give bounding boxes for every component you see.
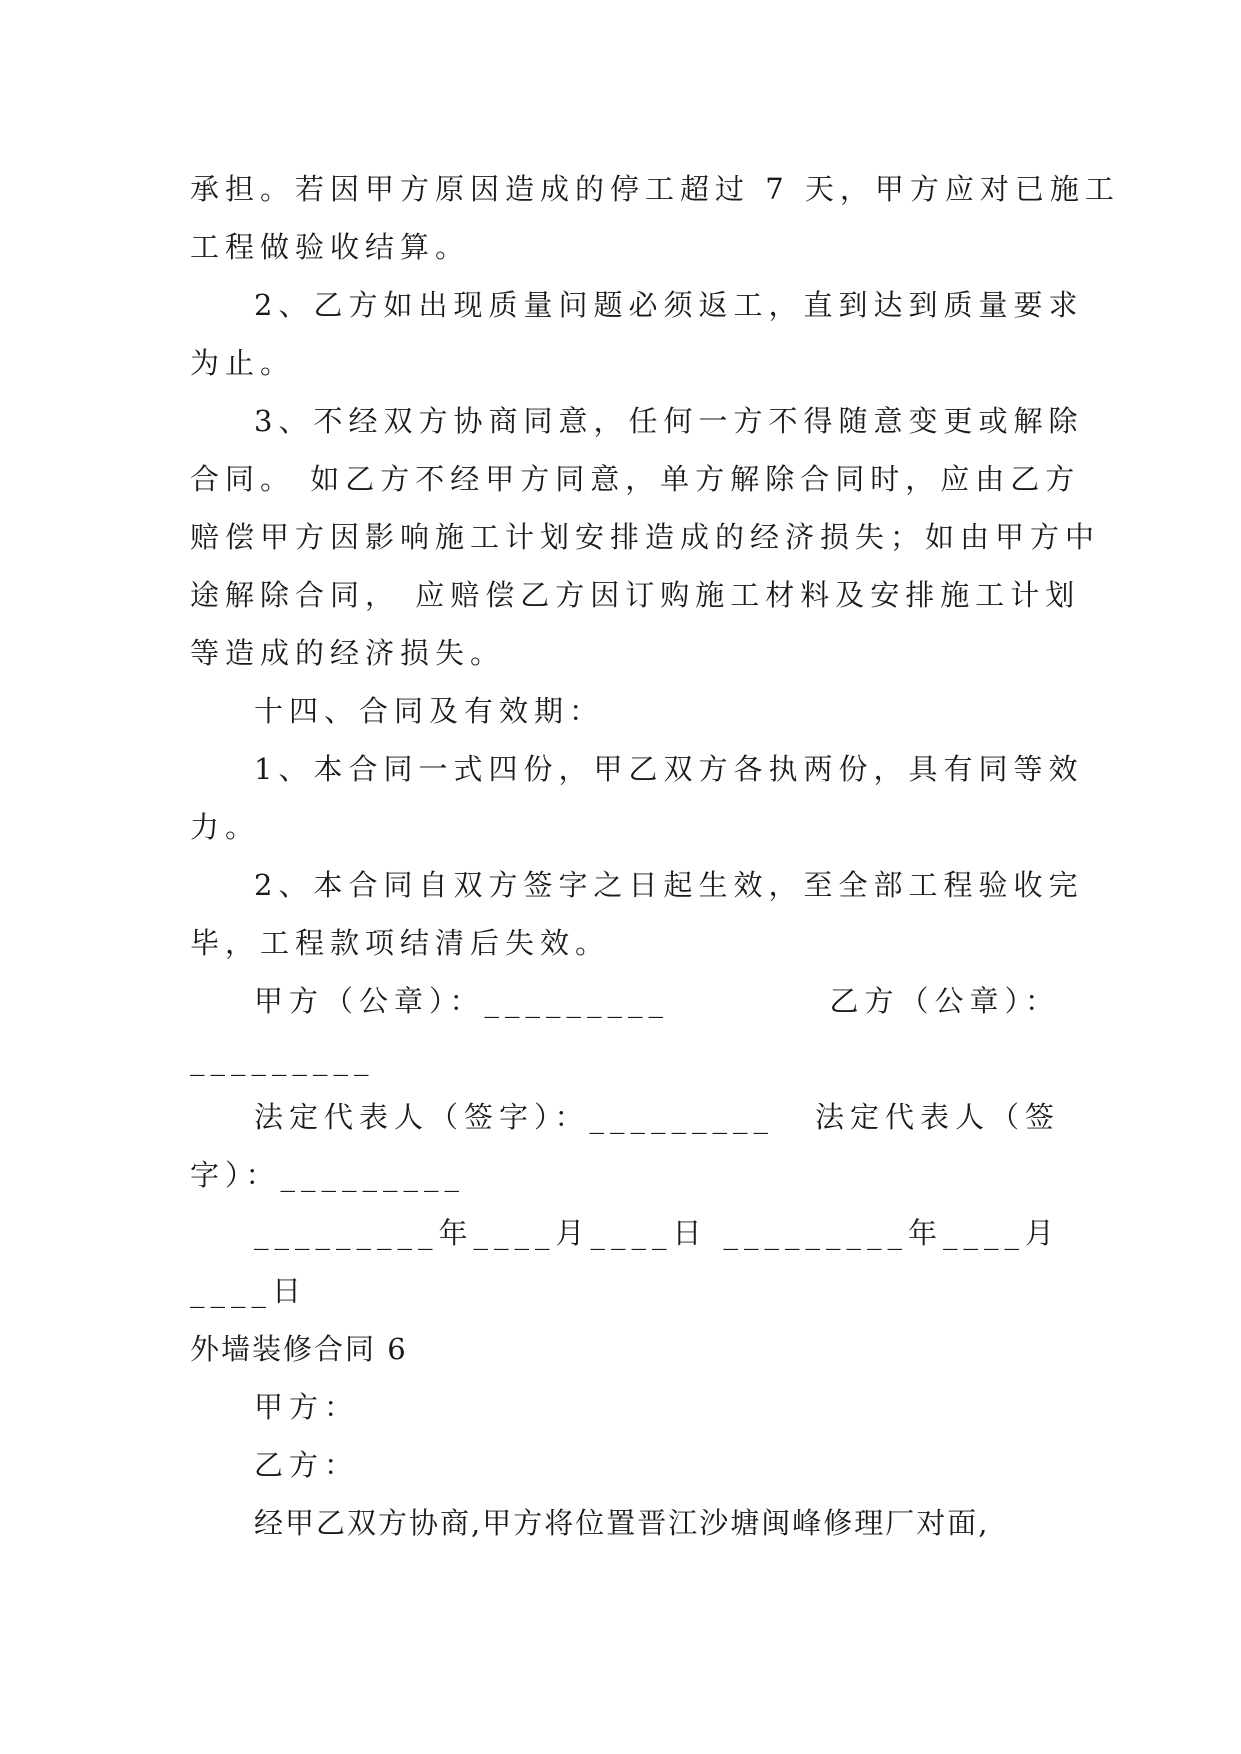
clause-3-line: 等造成的经济损失。 xyxy=(190,636,506,670)
section-heading: 十四、合同及有效期： xyxy=(254,694,605,728)
party-b-representative: 法定代表人（签 xyxy=(814,1100,1060,1134)
seal-row xyxy=(190,972,1060,1030)
section-14-clause-2: 毕，工程款项结清后失效。 xyxy=(190,926,611,960)
section-14-clause-1: 力。 xyxy=(190,810,261,844)
party-b-seal-blank: _________ xyxy=(190,1042,375,1076)
date-row xyxy=(190,1204,1060,1262)
clause-2-line: 为止。 xyxy=(190,346,296,380)
party-a-label: 甲方： xyxy=(254,1390,360,1424)
party-b-date-cont: ____日 xyxy=(190,1274,308,1308)
paragraph-line: 承担。若因甲方原因造成的停工超过 7 天，甲方应对已施工 xyxy=(190,172,1120,206)
party-b-seal: 乙方（公章）： xyxy=(829,984,1060,1018)
party-b-date: _________年____月 xyxy=(723,1216,1060,1250)
document-body xyxy=(190,160,1120,1552)
clause-3-line: 赔偿甲方因影响施工计划安排造成的经济损失；如由甲方中 xyxy=(190,520,1101,554)
clause-2-line: 2、乙方如出现质量问题必须返工，直到达到质量要求 xyxy=(254,288,1084,322)
contract-title: 外墙装修合同 6 xyxy=(190,1332,408,1366)
representative-row xyxy=(190,1088,1060,1146)
clause-3-line: 途解除合同， 应赔偿乙方因订购施工材料及安排施工计划 xyxy=(190,578,1081,612)
clause-3-line: 合同。 如乙方不经甲方同意，单方解除合同时，应由乙方 xyxy=(190,462,1081,496)
section-14-clause-2: 2、本合同自双方签字之日起生效，至全部工程验收完 xyxy=(254,868,1084,902)
contract-first-line: 经甲乙双方协商,甲方将位置晋江沙塘闽峰修理厂对面, xyxy=(254,1506,990,1540)
party-b-label: 乙方： xyxy=(254,1448,360,1482)
party-b-representative-cont: 字）：_________ xyxy=(190,1158,466,1192)
party-a-representative: 法定代表人（签字）：_________ xyxy=(254,1100,775,1134)
party-a-seal: 甲方（公章）：_________ xyxy=(254,984,670,1018)
clause-3-line: 3、不经双方协商同意，任何一方不得随意变更或解除 xyxy=(254,404,1084,438)
section-14-clause-1: 1、本合同一式四份，甲乙双方各执两份，具有同等效 xyxy=(254,752,1084,786)
party-a-date: _________年____月____日 xyxy=(254,1216,708,1250)
paragraph-line: 工程做验收结算。 xyxy=(190,230,471,264)
